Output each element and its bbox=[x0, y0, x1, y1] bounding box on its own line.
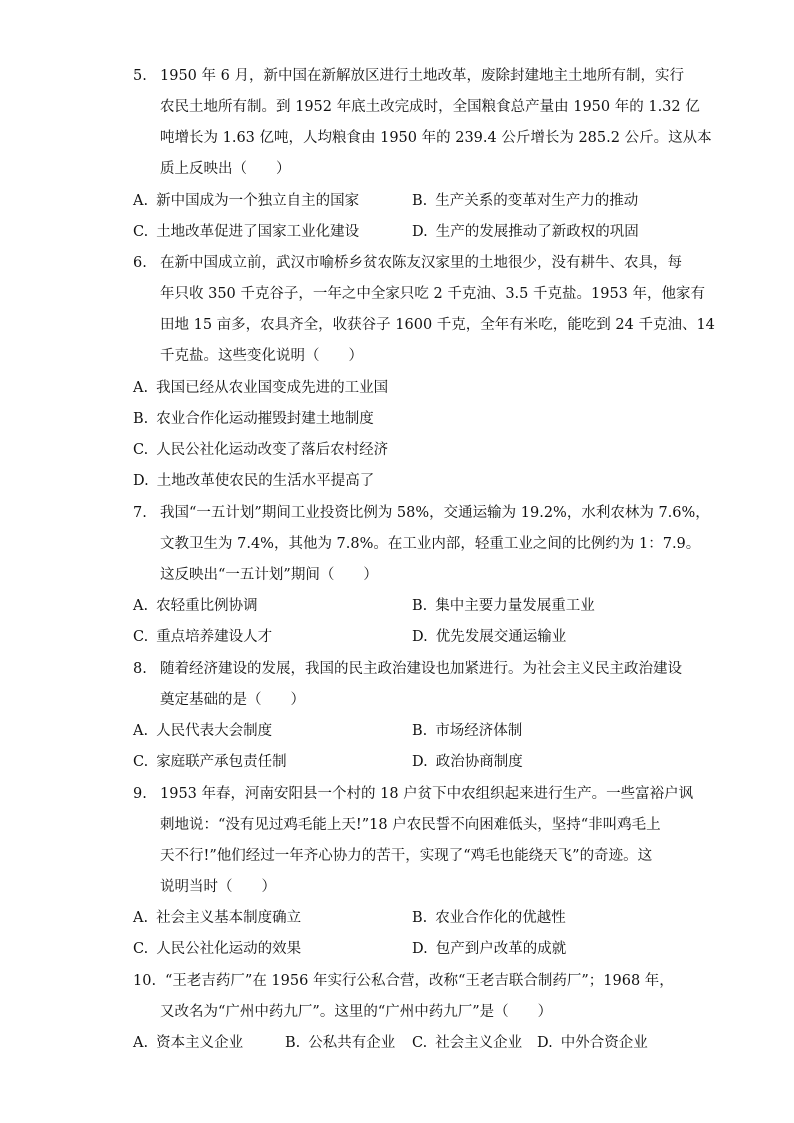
option-b[interactable]: B. 农业合作化的优越性 bbox=[412, 910, 566, 926]
option-c[interactable]: C. 重点培养建设人才 bbox=[133, 629, 273, 645]
option-d[interactable]: D. 包产到户改革的成就 bbox=[412, 941, 567, 957]
question-number: 9. bbox=[133, 786, 147, 802]
option-d[interactable]: D. 政治协商制度 bbox=[412, 754, 523, 770]
question-stem-line: 在新中国成立前，武汉市喻桥乡贫农陈友汉家里的土地很少，没有耕牛、农具，每 bbox=[160, 255, 682, 271]
option-d[interactable]: D. 生产的发展推动了新政权的巩固 bbox=[412, 224, 639, 240]
question-stem-line: 刺地说：“没有见过鸡毛能上天!”18 户农民誓不向困难低头，坚持“非叫鸡毛上 bbox=[160, 817, 661, 833]
question-stem-line: 随着经济建设的发展，我国的民主政治建设也加紧进行。为社会主义民主政治建设 bbox=[160, 661, 682, 677]
option-d[interactable]: D. 优先发展交通运输业 bbox=[412, 629, 567, 645]
option-c[interactable]: C. 人民公社化运动改变了落后农村经济 bbox=[133, 442, 389, 458]
question-stem-line: 农民土地所有制。到 1952 年底土改完成时，全国粮食总产量由 1950 年的 1.32 亿 bbox=[160, 99, 700, 115]
option-a[interactable]: A. 资本主义企业 bbox=[133, 1035, 244, 1051]
option-c[interactable]: C. 社会主义企业 bbox=[412, 1035, 523, 1051]
question-stem-line: 又改名为“广州中药九厂”。这里的“广州中药九厂”是（ ） bbox=[160, 1004, 553, 1020]
question-number: 5. bbox=[133, 68, 147, 84]
question-number: 10. bbox=[133, 973, 157, 989]
question-stem-line: 说明当时（ ） bbox=[160, 879, 276, 895]
option-b[interactable]: B. 市场经济体制 bbox=[412, 723, 523, 739]
option-c[interactable]: C. 人民公社化运动的效果 bbox=[133, 941, 302, 957]
question-stem-line: 吨增长为 1.63 亿吨，人均粮食由 1950 年的 239.4 公斤增长为 285.2 公斤。这从本 bbox=[160, 130, 712, 146]
question-stem-line: 天不行!”他们经过一年齐心协力的苦干，实现了“鸡毛也能绕天飞”的奇迹。这 bbox=[160, 848, 653, 864]
option-b[interactable]: B. 公私共有企业 bbox=[285, 1035, 396, 1051]
option-a[interactable]: A. 新中国成为一个独立自主的国家 bbox=[133, 193, 360, 209]
option-a[interactable]: A. 我国已经从农业国变成先进的工业国 bbox=[133, 380, 389, 396]
option-b[interactable]: B. 集中主要力量发展重工业 bbox=[412, 598, 595, 614]
option-a[interactable]: A. 农轻重比例协调 bbox=[133, 598, 258, 614]
question-stem-line: 千克盐。这些变化说明（ ） bbox=[160, 348, 363, 364]
question-stem-line: 奠定基础的是（ ） bbox=[160, 692, 305, 708]
question-stem-line: 我国“一五计划”期间工业投资比例为 58%，交通运输为 19.2%，水利农林为 7.6%， bbox=[160, 505, 710, 521]
question-stem-line: 1950 年 6 月，新中国在新解放区进行土地改革，废除封建地主土地所有制，实行 bbox=[160, 68, 684, 84]
option-d[interactable]: D. 土地改革使农民的生活水平提高了 bbox=[133, 473, 375, 489]
option-c[interactable]: C. 家庭联产承包责任制 bbox=[133, 754, 287, 770]
option-c[interactable]: C. 土地改革促进了国家工业化建设 bbox=[133, 224, 360, 240]
question-stem-line: “王老吉药厂”在 1956 年实行公私合营，改称“王老吉联合制药厂”；1968 年， bbox=[165, 973, 674, 989]
question-stem-line: 质上反映出（ ） bbox=[160, 161, 291, 177]
question-stem-line: 文教卫生为 7.4%，其他为 7.8%。在工业内部，轻重工业之间的比例约为 1：7.9。 bbox=[160, 536, 701, 552]
question-number: 8. bbox=[133, 661, 147, 677]
question-stem-line: 1953 年春，河南安阳县一个村的 18 户贫下中农组织起来进行生产。一些富裕户讽 bbox=[160, 786, 694, 802]
question-stem-line: 田地 15 亩多，农具齐全，收获谷子 1600 千克，全年有米吃，能吃到 24 千克油、14 bbox=[160, 317, 715, 333]
option-a[interactable]: A. 社会主义基本制度确立 bbox=[133, 910, 302, 926]
option-b[interactable]: B. 生产关系的变革对生产力的推动 bbox=[412, 193, 639, 209]
option-b[interactable]: B. 农业合作化运动摧毁封建土地制度 bbox=[133, 411, 374, 427]
option-a[interactable]: A. 人民代表大会制度 bbox=[133, 723, 273, 739]
option-d[interactable]: D. 中外合资企业 bbox=[537, 1035, 648, 1051]
question-number: 6. bbox=[133, 255, 147, 271]
question-number: 7. bbox=[133, 505, 147, 521]
question-stem-line: 这反映出“一五计划”期间（ ） bbox=[160, 567, 378, 583]
question-stem-line: 年只收 350 千克谷子，一年之中全家只吃 2 千克油、3.5 千克盐。1953 年，他家有 bbox=[160, 286, 706, 302]
